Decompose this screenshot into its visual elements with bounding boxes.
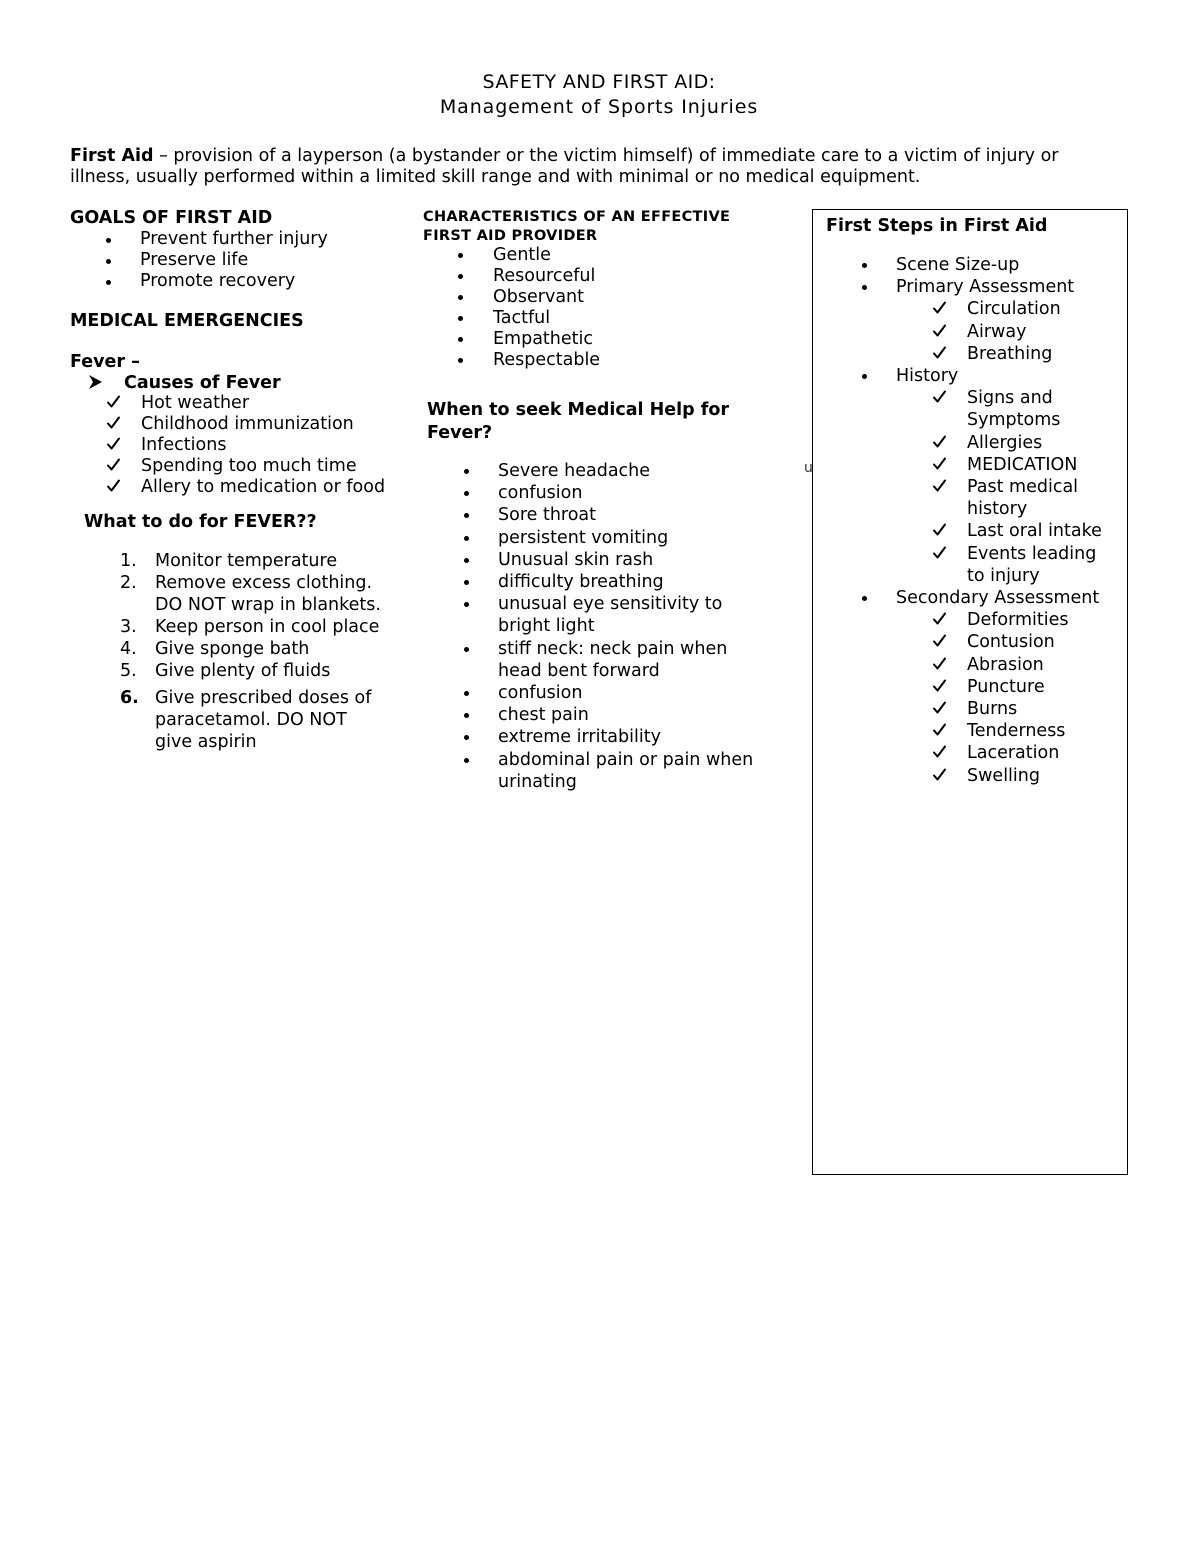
check-item-text: Circulation bbox=[967, 299, 1061, 320]
list-item bbox=[427, 726, 787, 748]
check-item-text: Laceration bbox=[967, 743, 1060, 764]
checkmark-icon bbox=[932, 322, 947, 344]
checkmark-icon bbox=[932, 677, 947, 699]
checkmark-icon bbox=[106, 394, 121, 415]
intro-paragraph bbox=[70, 146, 1080, 188]
step-text: Keep person in cool place bbox=[155, 617, 380, 637]
check-item bbox=[932, 609, 1121, 631]
list-item bbox=[70, 229, 400, 250]
check-item-text: Last oral intake bbox=[967, 521, 1102, 542]
check-item bbox=[932, 454, 1121, 476]
check-item-text: Abrasion bbox=[967, 654, 1044, 675]
goals-heading: GOALS OF FIRST AID bbox=[70, 208, 273, 228]
list-item bbox=[423, 245, 753, 266]
check-item-text: Airway bbox=[967, 321, 1027, 342]
step-text: Give prescribed doses of bbox=[155, 688, 372, 708]
check-item bbox=[932, 654, 1121, 676]
numbered-step bbox=[120, 687, 410, 753]
causes-list bbox=[106, 393, 406, 498]
step-text: Give sponge bath bbox=[155, 639, 310, 659]
check-item bbox=[932, 543, 1121, 587]
check-item bbox=[106, 456, 406, 477]
check-item bbox=[932, 720, 1121, 742]
check-item bbox=[106, 414, 406, 435]
step-number: 1. bbox=[120, 551, 137, 571]
checkmark-icon bbox=[106, 478, 121, 499]
numbered-step bbox=[120, 572, 410, 616]
list-item-text: bright light bbox=[498, 616, 595, 637]
list-item bbox=[427, 571, 787, 593]
check-item bbox=[932, 631, 1121, 653]
seek-help-heading bbox=[427, 399, 729, 445]
list-item bbox=[427, 460, 787, 482]
list-item bbox=[427, 638, 787, 682]
check-item bbox=[932, 698, 1121, 720]
list-item-text: stiff neck: neck pain when bbox=[498, 638, 728, 659]
check-item-text: Contusion bbox=[967, 632, 1055, 653]
outline-sublist bbox=[826, 387, 1121, 587]
medical-emergencies-heading: MEDICAL EMERGENCIES bbox=[70, 311, 304, 331]
check-item bbox=[932, 520, 1121, 542]
check-item bbox=[932, 343, 1121, 365]
check-item-text: Deformities bbox=[967, 610, 1069, 631]
outline-item-text: Scene Size-up bbox=[896, 255, 1020, 275]
step-text: Monitor temperature bbox=[155, 551, 338, 571]
list-item-text: confusion bbox=[498, 683, 583, 704]
checkmark-icon bbox=[932, 610, 947, 632]
goals-list bbox=[70, 229, 400, 292]
numbered-step bbox=[120, 638, 410, 660]
list-item bbox=[427, 704, 787, 726]
check-item-text: Puncture bbox=[967, 676, 1045, 697]
checkmark-icon bbox=[932, 388, 947, 410]
numbered-step bbox=[120, 660, 410, 682]
seek-help-heading-line2: Fever? bbox=[427, 423, 493, 443]
step-number: 6. bbox=[120, 688, 139, 708]
checkmark-icon bbox=[932, 632, 947, 654]
checkmark-icon bbox=[932, 521, 947, 543]
step-text: DO NOT wrap in blankets. bbox=[155, 595, 381, 615]
bullet-dot-icon bbox=[862, 263, 867, 268]
check-item-text: Breathing bbox=[967, 343, 1053, 364]
checkmark-icon bbox=[932, 544, 947, 566]
stray-character: u bbox=[804, 460, 813, 476]
outline-item-text: Primary Assessment bbox=[896, 277, 1075, 298]
check-item-text: Allergies bbox=[967, 432, 1043, 453]
check-item-text: Events leading bbox=[967, 543, 1097, 564]
check-item-text: Allery to medication or food bbox=[141, 477, 386, 497]
step-text: Give plenty of fluids bbox=[155, 661, 331, 681]
first-steps-outline bbox=[826, 254, 1121, 787]
list-item bbox=[423, 287, 753, 308]
first-steps-heading: First Steps in First Aid bbox=[826, 216, 1048, 236]
list-item-text: Empathetic bbox=[493, 329, 594, 349]
checkmark-icon bbox=[932, 743, 947, 765]
list-item bbox=[427, 549, 787, 571]
list-item bbox=[70, 250, 400, 271]
checkmark-icon bbox=[932, 433, 947, 455]
list-item-text: Observant bbox=[493, 287, 584, 307]
numbered-step bbox=[120, 616, 410, 638]
check-item bbox=[106, 435, 406, 456]
intro-definition: – provision of a layperson (a bystander or the victim himself) of immediate care to a victim of injury or illness, usually performed within a limited skill range and with minimal or no medical equipment. bbox=[70, 146, 1059, 187]
list-item bbox=[423, 350, 753, 371]
bullet-dot-icon bbox=[862, 596, 867, 601]
outline-item-text: Secondary Assessment bbox=[896, 588, 1100, 609]
check-item bbox=[932, 298, 1121, 320]
fever-heading: Fever – bbox=[70, 352, 140, 372]
outline-sublist bbox=[826, 609, 1121, 787]
step-number: 4. bbox=[120, 639, 137, 659]
check-item-text: MEDICATION bbox=[967, 454, 1078, 475]
list-item-text: Unusual skin rash bbox=[498, 549, 654, 570]
checkmark-icon bbox=[932, 721, 947, 743]
list-item bbox=[423, 329, 753, 350]
list-item-text: unusual eye sensitivity to bbox=[498, 594, 723, 615]
checkmark-icon bbox=[932, 344, 947, 366]
checkmark-icon bbox=[932, 455, 947, 477]
list-item bbox=[70, 271, 400, 292]
checkmark-icon bbox=[932, 766, 947, 788]
bullet-dot-icon bbox=[862, 285, 867, 290]
list-item-text: persistent vomiting bbox=[498, 527, 669, 548]
seek-help-heading-line1: When to seek Medical Help for bbox=[427, 400, 730, 420]
list-item bbox=[427, 593, 787, 637]
check-item-text: Spending too much time bbox=[141, 456, 357, 476]
outline-item-text: History bbox=[896, 366, 959, 387]
checkmark-icon bbox=[932, 299, 947, 321]
check-item bbox=[932, 765, 1121, 787]
intro-term: First Aid bbox=[70, 146, 154, 166]
check-item bbox=[932, 476, 1121, 520]
list-item-text: Sore throat bbox=[498, 505, 597, 526]
check-item-text: Swelling bbox=[967, 765, 1040, 786]
list-item bbox=[423, 308, 753, 329]
list-item bbox=[427, 504, 787, 526]
checkmark-icon bbox=[932, 477, 947, 499]
bullet-dot-icon bbox=[862, 374, 867, 379]
step-number: 2. bbox=[120, 573, 137, 593]
outline-item bbox=[826, 365, 1121, 387]
list-item-text: Tactful bbox=[493, 308, 551, 328]
checkmark-icon bbox=[106, 457, 121, 478]
list-item-text: Promote recovery bbox=[140, 271, 296, 291]
check-item bbox=[932, 387, 1121, 431]
numbered-step bbox=[120, 550, 410, 572]
outline-item bbox=[826, 276, 1121, 298]
checkmark-icon bbox=[932, 655, 947, 677]
check-item-text: Tenderness bbox=[967, 721, 1066, 742]
list-item bbox=[427, 527, 787, 549]
outline-item bbox=[826, 254, 1121, 276]
checkmark-icon bbox=[106, 415, 121, 436]
what-to-do-heading: What to do for FEVER?? bbox=[84, 512, 317, 532]
page-title: SAFETY AND FIRST AID: bbox=[482, 71, 716, 93]
checkmark-icon bbox=[932, 699, 947, 721]
check-item bbox=[106, 477, 406, 498]
list-item-text: Prevent further injury bbox=[140, 229, 328, 249]
page-subtitle: Management of Sports Injuries bbox=[439, 96, 759, 118]
check-item-text: to injury bbox=[967, 565, 1040, 586]
check-item-text: Burns bbox=[967, 699, 1018, 720]
check-item bbox=[106, 393, 406, 414]
check-item bbox=[932, 676, 1121, 698]
list-item-text: confusion bbox=[498, 483, 583, 504]
check-item-text: Signs and bbox=[967, 388, 1053, 409]
check-item-text: Childhood immunization bbox=[141, 414, 354, 434]
characteristics-list bbox=[423, 245, 753, 371]
list-item-text: Severe headache bbox=[498, 461, 651, 481]
list-item-text: extreme irritability bbox=[498, 727, 661, 748]
list-item-text: chest pain bbox=[498, 705, 589, 726]
check-item bbox=[932, 432, 1121, 454]
check-item-text: Hot weather bbox=[141, 393, 250, 413]
check-item-text: Infections bbox=[141, 435, 227, 455]
list-item bbox=[423, 266, 753, 287]
list-item-text: Resourceful bbox=[493, 266, 596, 286]
list-item-text: urinating bbox=[498, 771, 577, 792]
check-item-text: Symptoms bbox=[967, 410, 1061, 431]
characteristics-heading-line2: FIRST AID PROVIDER bbox=[423, 228, 598, 244]
outline-item bbox=[826, 587, 1121, 609]
list-item-text: abdominal pain or pain when bbox=[498, 749, 754, 770]
step-number: 3. bbox=[120, 617, 137, 637]
list-item-text: difficulty breathing bbox=[498, 572, 664, 593]
causes-of-fever-heading: Causes of Fever bbox=[124, 373, 281, 393]
list-item-text: Gentle bbox=[493, 245, 551, 265]
check-item-text: Past medical bbox=[967, 477, 1079, 498]
step-text: paracetamol. DO NOT bbox=[155, 710, 347, 730]
list-item-text: Preserve life bbox=[140, 250, 249, 270]
check-item bbox=[932, 321, 1121, 343]
list-item-text: head bent forward bbox=[498, 660, 660, 681]
seek-help-list bbox=[427, 460, 787, 793]
check-item-text: history bbox=[967, 499, 1028, 520]
check-item bbox=[932, 742, 1121, 764]
step-text: give aspirin bbox=[155, 732, 257, 752]
arrowhead-bullet-icon bbox=[88, 373, 104, 397]
list-item-text: Respectable bbox=[493, 350, 601, 370]
list-item bbox=[427, 482, 787, 504]
list-item bbox=[427, 682, 787, 704]
step-number: 5. bbox=[120, 661, 137, 681]
what-to-do-list bbox=[120, 550, 410, 753]
characteristics-heading-line1: CHARACTERISTICS OF AN EFFECTIVE bbox=[423, 209, 731, 225]
list-item bbox=[427, 749, 787, 793]
outline-sublist bbox=[826, 298, 1121, 365]
checkmark-icon bbox=[106, 436, 121, 457]
step-text: Remove excess clothing. bbox=[155, 573, 373, 593]
characteristics-heading bbox=[423, 208, 730, 246]
